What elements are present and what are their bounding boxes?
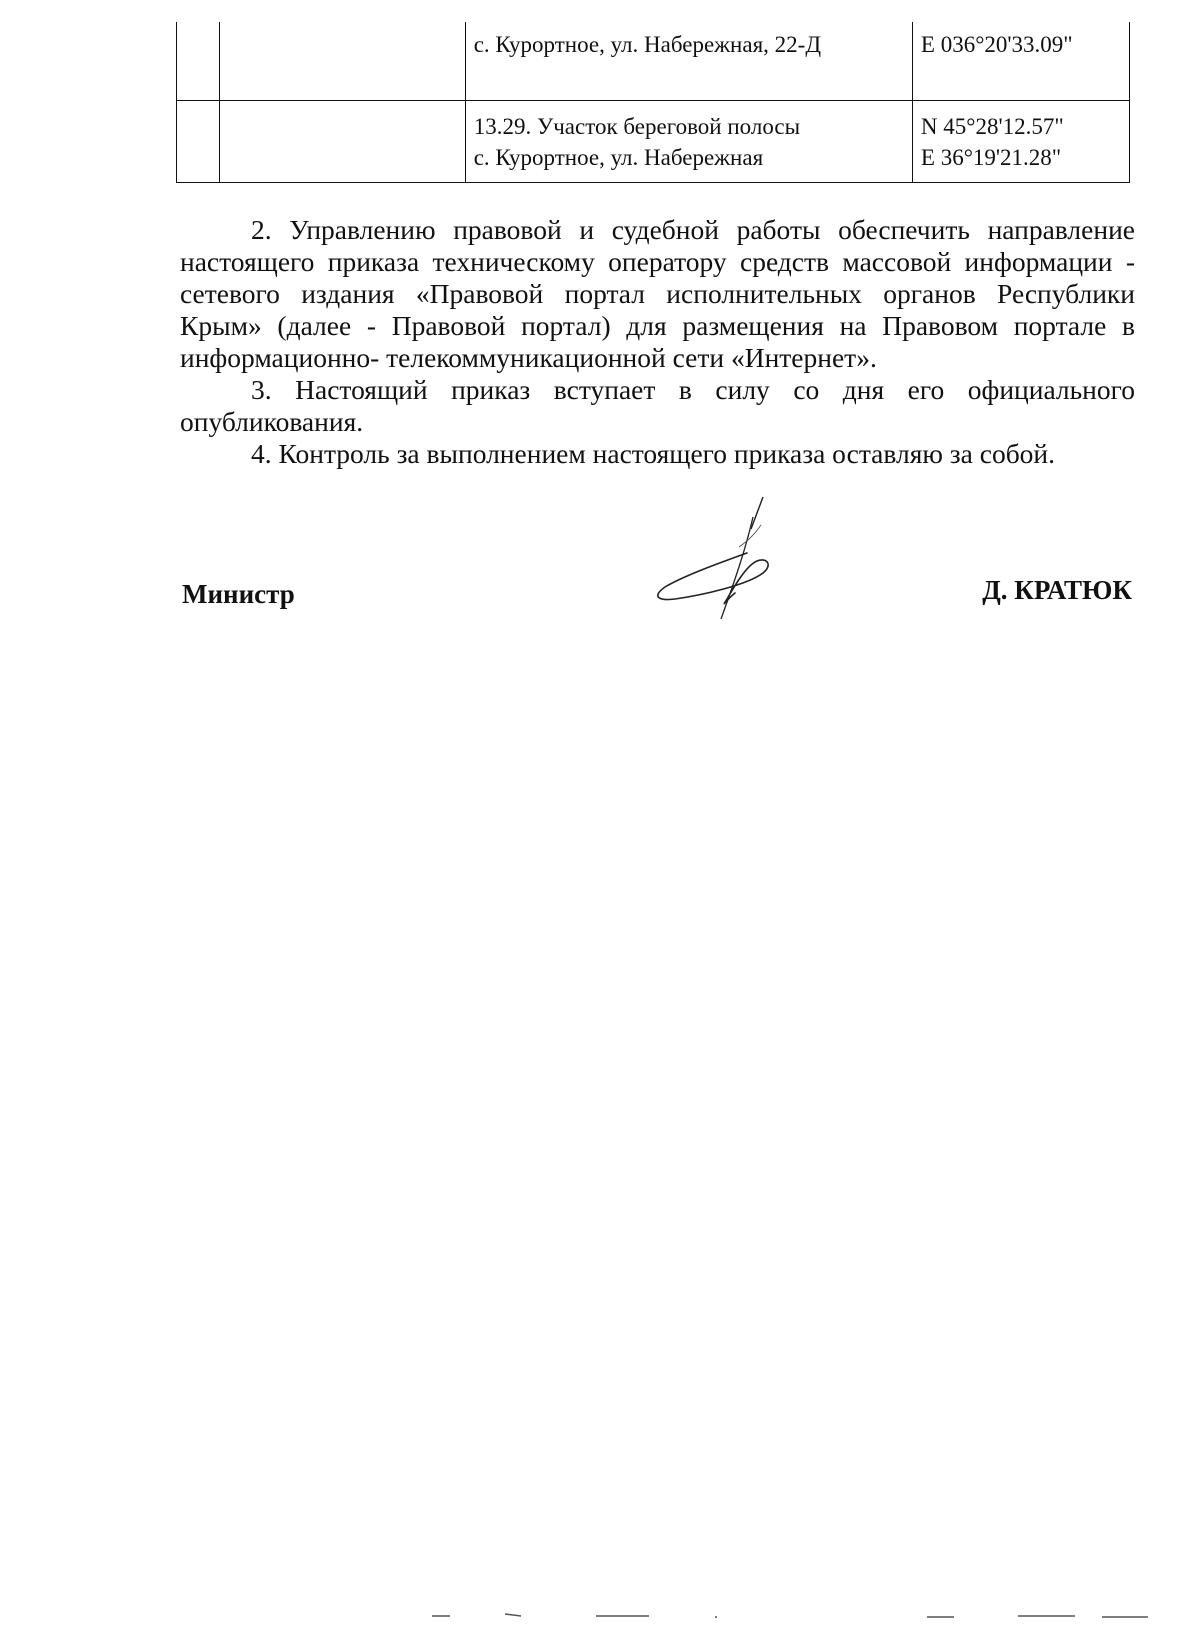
- description-line: с. Курортное, ул. Набережная: [473, 145, 764, 170]
- coordinate-line: Е 36°19'21.28": [920, 145, 1062, 170]
- table-cell-number: [177, 101, 220, 183]
- table-cell-number: [177, 22, 220, 101]
- order-body: [180, 214, 1135, 470]
- order-paragraph: 4. Контроль за выполнением настоящего приказа оставляю за собой.: [251, 438, 1056, 469]
- coordinate-line: Е 036°20'33.09": [920, 32, 1073, 57]
- table-row: [177, 22, 1130, 101]
- coordinates-table: [176, 22, 1130, 183]
- description-line: 13.29. Участок береговой полосы: [473, 114, 801, 139]
- table-cell-name: [220, 22, 465, 101]
- coordinate-line: N 45°28'12.57": [920, 114, 1064, 139]
- order-paragraph: 3. Настоящий приказ вступает в силу со дня его официального опубликования.: [180, 374, 1135, 437]
- table-cell-coordinates: [912, 101, 1129, 183]
- scan-artifacts: [0, 1605, 1200, 1631]
- order-paragraph: 2. Управлению правовой и судебной работы обеспечить направление настоящего приказа техническому оператору средств массовой информации - сетевого издания «Правовой портал исполнительных органов Республики Крым» (далее - Правовой портал) для размещения на Правовом портале в информационно- телекоммуникационной сети «Интернет».: [180, 214, 1135, 373]
- table-cell-coordinates: [912, 22, 1129, 101]
- signatory-role: Министр: [182, 579, 295, 609]
- description-line: с. Курортное, ул. Набережная, 22-Д: [473, 32, 822, 57]
- table-cell-description: [465, 101, 912, 183]
- handwritten-signature: [655, 495, 805, 635]
- table-cell-description: [465, 22, 912, 101]
- table-cell-name: [220, 101, 465, 183]
- signatory-name: Д. КРАТЮК: [982, 575, 1132, 605]
- table-row: [177, 101, 1130, 183]
